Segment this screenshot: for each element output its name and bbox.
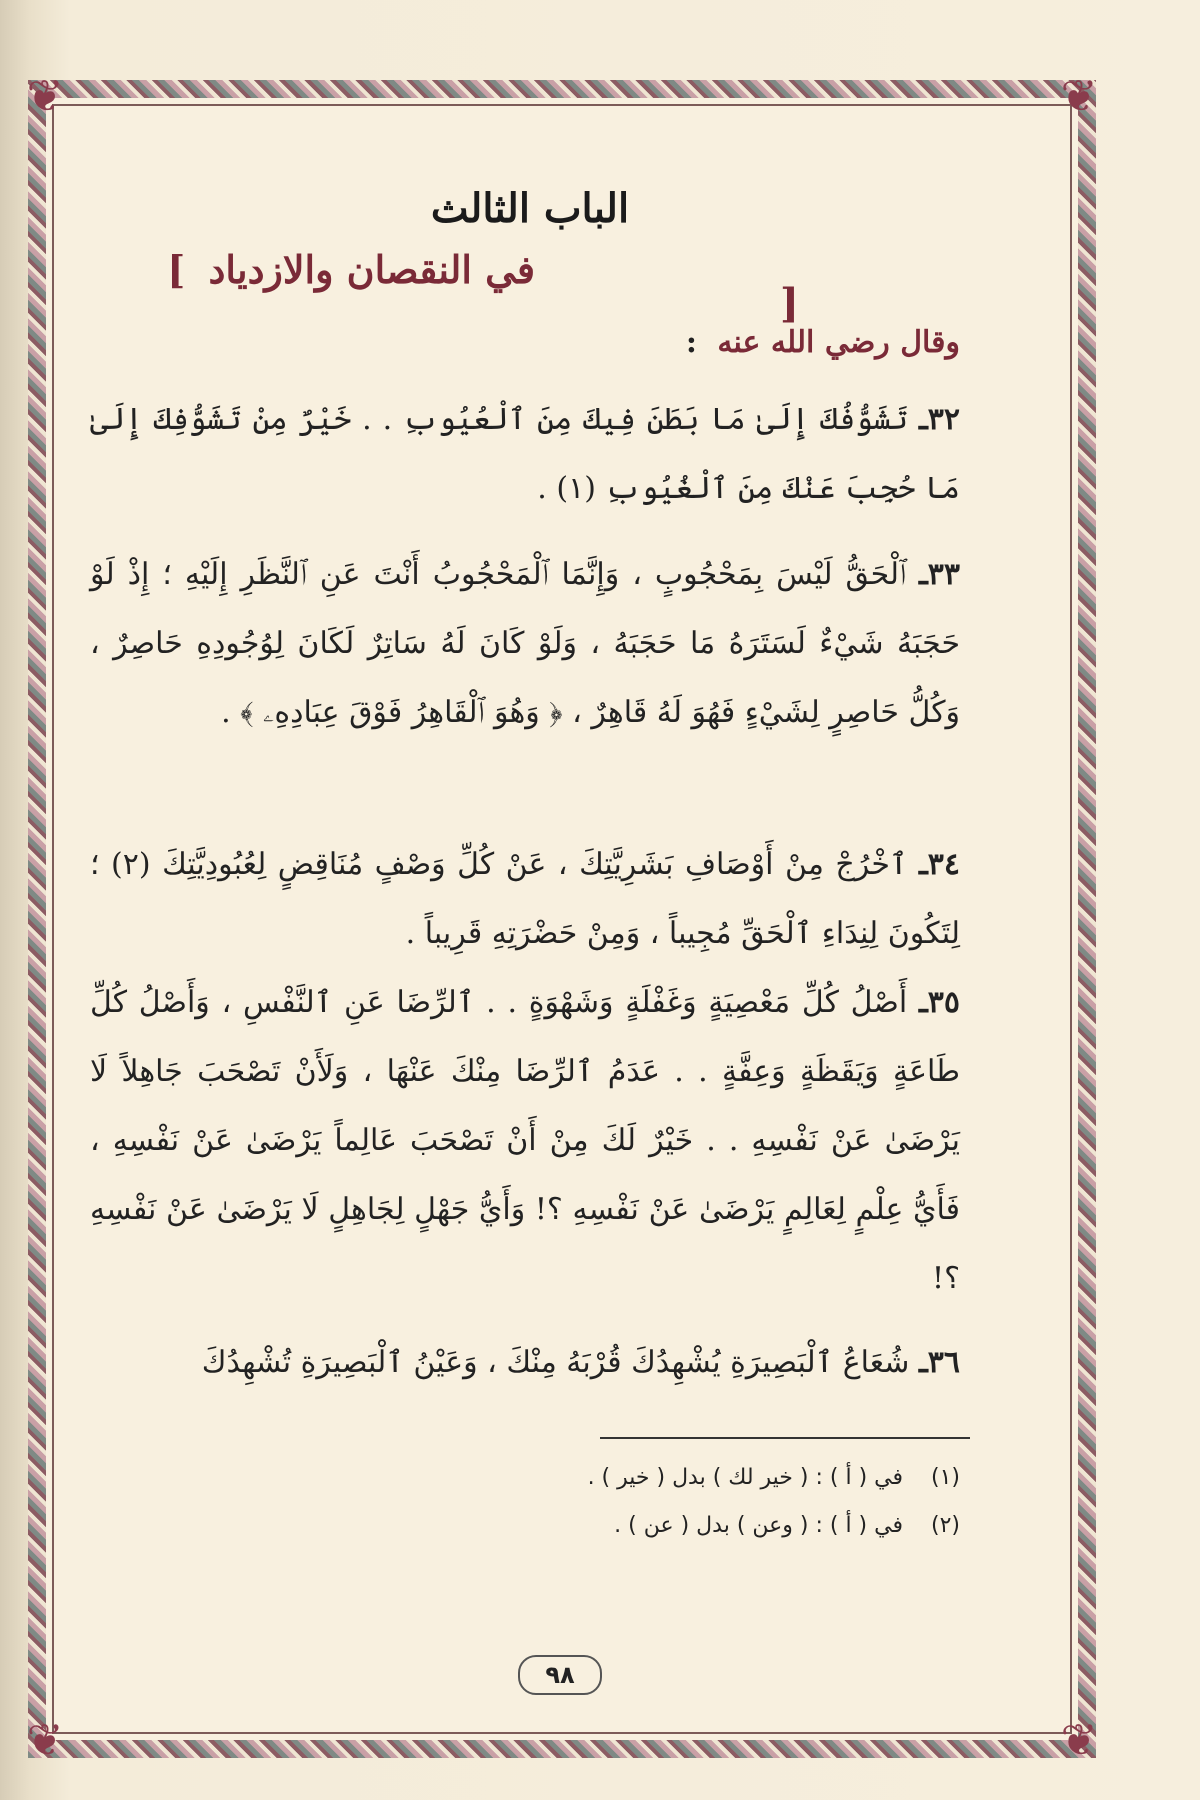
aphorism-33 — [90, 540, 960, 747]
floral-corner-icon: ❦ — [1060, 71, 1098, 122]
chapter-subtitle — [167, 247, 535, 292]
chapter-subtitle-text: في النقصان والازدياد — [208, 247, 535, 292]
aphorism-text: أَصْلُ كُلِّ مَعْصِيَةٍ وَغَفْلَةٍ وَشَهْوَةٍ . . ٱلرِّضَا عَنِ ٱلنَّفْسِ ، وَأَصْلُ كُلِّ طَاعَةٍ وَيَقَظَةٍ وَعِفَّةٍ . . عَدَمُ ٱلرِّضَا مِنْكَ عَنْهَا ، وَلَأَنْ تَصْحَبَ جَاهِلاً لَا يَرْضَىٰ عَنْ نَفْسِهِ . . خَيْرٌ لَكَ مِنْ أَنْ تَصْحَبَ عَالِماً يَرْضَىٰ عَنْ نَفْسِهِ ، فَأَيُّ عِلْمٍ لِعَالِمٍ يَرْضَىٰ عَنْ نَفْسِهِ ؟! وَأَيُّ جَهْلٍ لِجَاهِلٍ لَا يَرْضَىٰ عَنْ نَفْسِهِ ؟! — [90, 985, 960, 1296]
aphorism-number: ٣٦ـ — [918, 1345, 960, 1380]
floral-corner-icon: ❦ — [26, 71, 64, 122]
aphorism-text: تَشَوُّفُكَ إِلَىٰ مَا بَطَنَ فِيكَ مِنَ ٱلْعُيُوبِ . . خَيْرٌ مِنْ تَشَوُّفِكَ إِلَىٰ مَا حُجِبَ عَنْكَ مِنَ ٱلْغُيُوبِ (١) . — [90, 402, 960, 506]
aphorism-number: ٣٤ـ — [918, 847, 960, 882]
close-bracket: ] — [167, 247, 186, 292]
footnote-text: في ( أ ) : ( وعن ) بدل ( عن ) . — [614, 1513, 903, 1538]
intro-colon: : — [685, 325, 697, 360]
aphorism-34 — [90, 830, 960, 968]
aphorism-35 — [90, 968, 960, 1313]
aphorism-number: ٣٣ـ — [918, 557, 961, 592]
aphorism-36 — [90, 1328, 960, 1397]
aphorism-text: ٱلْحَقُّ لَيْسَ بِمَحْجُوبٍ ، وَإِنَّمَا ٱلْمَحْجُوبُ أَنْتَ عَنِ ٱلنَّظَرِ إِلَيْهِ ؛ إِذْ لَوْ حَجَبَهُ شَيْءٌ لَسَتَرَهُ مَا حَجَبَهُ ، وَلَوْ كَانَ لَهُ سَاتِرٌ لَكَانَ لِوُجُودِهِ حَاصِرٌ ، وَكُلُّ حَاصِرٍ لِشَيْءٍ فَهُوَ لَهُ قَاهِرٌ ، ﴿ وَهُوَ ٱلْقَاهِرُ فَوْقَ عِبَادِهِۦ ﴾ . — [90, 557, 960, 730]
footnote-text: في ( أ ) : ( خير لك ) بدل ( خير ) . — [587, 1465, 903, 1490]
aphorism-number: ٣٥ـ — [918, 985, 960, 1020]
footnote-2 — [90, 1513, 960, 1538]
aphorism-32 — [90, 385, 960, 523]
footnote-1 — [90, 1465, 960, 1490]
floral-corner-icon: ❦ — [26, 1715, 64, 1766]
page-number: ٩٨ — [518, 1655, 602, 1695]
chapter-title-text: الباب الثالث — [430, 185, 630, 232]
aphorism-text: شُعَاعُ ٱلْبَصِيرَةِ يُشْهِدُكَ قُرْبَهُ مِنْكَ ، وَعَيْنُ ٱلْبَصِيرَةِ تُشْهِدُكَ — [201, 1345, 910, 1380]
floral-corner-icon: ❦ — [1060, 1715, 1098, 1766]
aphorism-text: ٱخْرُجْ مِنْ أَوْصَافِ بَشَرِيَّتِكَ ، عَنْ كُلِّ وَصْفٍ مُنَاقِضٍ لِعُبُودِيَّتِكَ (٢) ؛ لِتَكُونَ لِنِدَاءِ ٱلْحَقِّ مُجِيباً ، وَمِنْ حَضْرَتِهِ قَرِيباً . — [90, 847, 960, 951]
footnote-marker: (١) — [930, 1465, 960, 1490]
footnote-marker: (٢) — [930, 1513, 960, 1538]
aphorism-number: ٣٢ـ — [918, 402, 960, 437]
footnote-separator — [600, 1437, 970, 1439]
intro-line — [686, 325, 960, 360]
intro-text: وقال رضي الله عنه — [717, 325, 960, 360]
open-bracket: [ — [780, 280, 799, 327]
